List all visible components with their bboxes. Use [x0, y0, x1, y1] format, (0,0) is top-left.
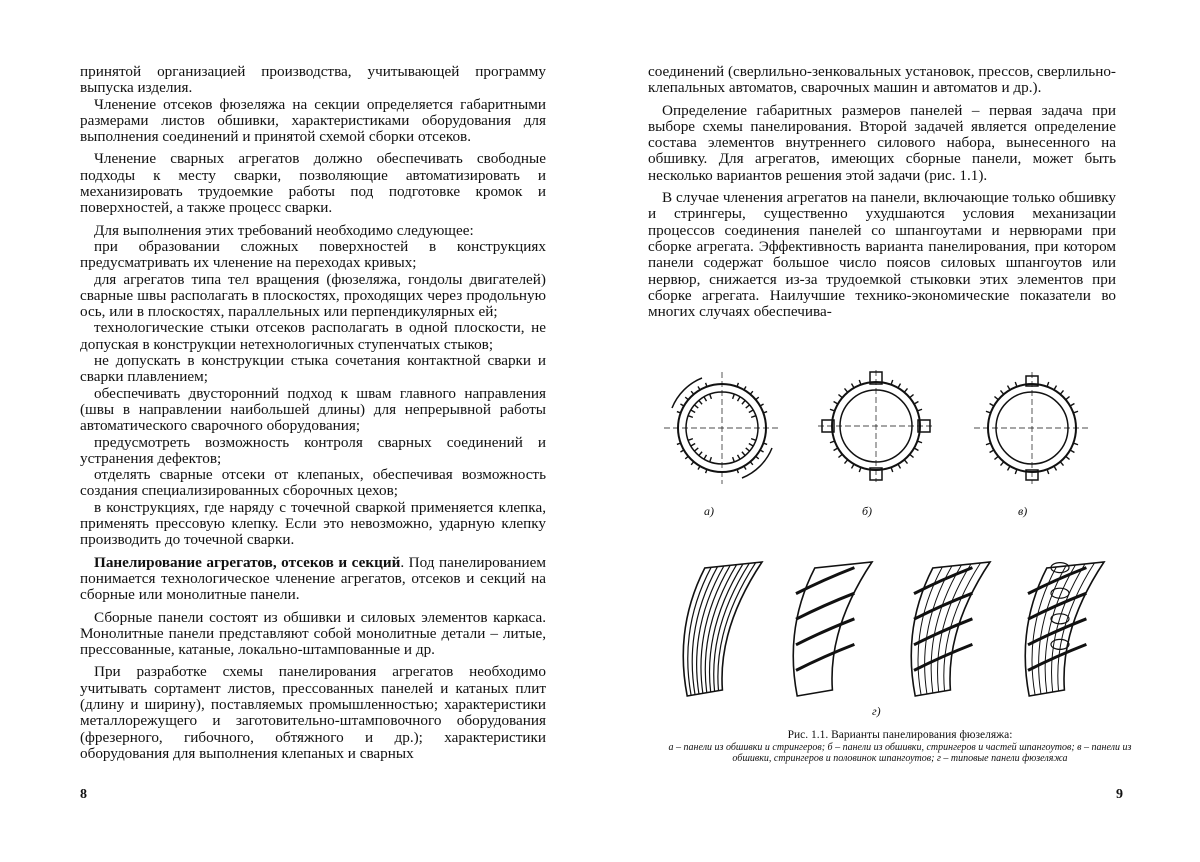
- left-page-paragraph: отделять сварные отсеки от клепаных, обеспечивая возможность создания специализированных сборочных цехов;: [80, 466, 546, 500]
- fuselage-panel-drawings: [644, 366, 1144, 726]
- right-page-paragraph: Определение габаритных размеров панелей – первая задача при выборе схемы панелирования. Второй задачей является определение состава элементов внутреннего силового набора, вынесенного на обшивку. Для агрегатов, имеющих сборные панели, может быть несколько вариантов решения этой задачи (рис. 1.1).: [648, 101, 1116, 184]
- cross-section-b: [818, 370, 934, 482]
- left-page-paragraph: обеспечивать двусторонний подход к швам главного направления (швы в направлении наибольшей длины) для непрерывной работы автоматического сварочного оборудования;: [80, 384, 546, 435]
- cross-section-a: [664, 372, 780, 484]
- page-number-left: 8: [80, 787, 87, 802]
- figure-label-a: а): [704, 504, 714, 518]
- figure-caption-title: Рис. 1.1. Варианты панелирования фюзеляжа:: [787, 729, 1013, 741]
- left-page-paragraph: Для выполнения этих требований необходимо следующее:: [94, 221, 474, 239]
- cross-section-v: [974, 372, 1090, 484]
- figure-label-g: г): [872, 704, 881, 718]
- left-page-paragraph: При разработке схемы панелирования агрегатов необходимо учитывать сортамент листов, прессованных панелей и катаных плит (длину и ширину), поставляемых промышленностью; характеристики металлорежущего и заготовительно-штамповочного оборудования (фрезерного, гибочного, обтяжного и др.); характеристики оборудования для выполнения клепаных и сварных: [80, 663, 546, 762]
- left-page-paragraph: Сборные панели состоят из обшивки и силовых элементов каркаса. Монолитные панели представляют собой монолитные детали – литые, прессованные, катаные, локально-штампованные и др.: [80, 608, 546, 659]
- figure-1-1: [644, 366, 1144, 786]
- right-page: [600, 0, 1200, 862]
- page-number-right: 9: [1116, 787, 1123, 802]
- panel-stringers: [683, 562, 762, 696]
- left-page-text: [80, 64, 546, 762]
- panel-typical: [1025, 562, 1104, 696]
- section-heading: Панелирование агрегатов, отсеков и секций: [94, 553, 401, 571]
- left-page-paragraph: для агрегатов типа тел вращения (фюзеляжа, гондолы двигателей) сварные швы располагать в плоскостях, проходящих через продольную ось, или в плоскостях, параллельных или перпендикулярных ей;: [80, 270, 546, 321]
- figure-caption-text: а – панели из обшивки и стрингеров; б – панели из обшивки, стрингеров и частей шпангоутов; в – панели из обшивки, стрингеров и половинок шпангоутов; г – типовые панели фюзеляжа: [668, 741, 1132, 764]
- right-page-paragraph: соединений (сверлильно-зенковальных установок, прессов, сверлильно-клепальных автоматов, сварочных машин и автоматов и др.).: [648, 63, 1116, 97]
- left-page-paragraph: Членение сварных агрегатов должно обеспечивать свободные подходы к месту сварки, позволяющие автоматизировать и механизировать трудоемкие работы под подготовке кромок и поверхностей, а также процесс сварки.: [80, 150, 546, 217]
- right-page-paragraph: В случае членения агрегатов на панели, включающие только обшивку и стрингеры, существенно ухудшаются условия механизации процессов соединения панелей со шпангоутами и нервюрами при сборке агрегата. Эффективность варианта панелирования, при котором панели содержат большое число поясов силовых шпангоутов или нервюр, снижается из-за трудоемкой стыковки этих элементов при сборке агрегата. Наилучшие технико-экономические показатели во многих случаях обеспечива-: [648, 189, 1116, 321]
- left-page-paragraph: Панелирование агрегатов, отсеков и секций. Под панелированием понимается технологическое членение агрегатов, отсеков и секций на сборные или монолитные панели.: [80, 553, 546, 604]
- left-page-paragraph: предусмотреть возможность контроля сварных соединений и устранения дефектов;: [80, 433, 546, 467]
- figure-caption: [650, 730, 1150, 765]
- left-page-paragraph: принятой организацией производства, учитывающей программу выпуска изделия.: [80, 63, 546, 97]
- figure-label-v: в): [1018, 504, 1028, 518]
- left-page-paragraph: при образовании сложных поверхностей в конструкциях предусматривать их членение на переходах кривых;: [80, 237, 546, 272]
- left-page-paragraph: Членение отсеков фюзеляжа на секции определяется габаритными размерами листов обшивки, характеристиками оборудования для выполнения соединений и принятой схемой сборки отсеков.: [80, 95, 546, 146]
- panel-frames-halves: [911, 562, 990, 696]
- right-page-text: [648, 64, 1116, 320]
- left-page-paragraph: в конструкциях, где наряду с точечной сваркой применяется клепка, применять прессовую клепку. Если это невозможно, ударную клепку производить до точечной сварки.: [80, 498, 546, 549]
- left-page-paragraph: технологические стыки отсеков располагать в одной плоскости, не допуская в конструкции нетехнологичных ступенчатых стыков;: [80, 319, 546, 353]
- left-page-paragraph: не допускать в конструкции стыка сочетания контактной сварки и сварки плавлением;: [80, 352, 546, 386]
- figure-label-b: б): [862, 504, 873, 518]
- panel-frames: [793, 562, 872, 696]
